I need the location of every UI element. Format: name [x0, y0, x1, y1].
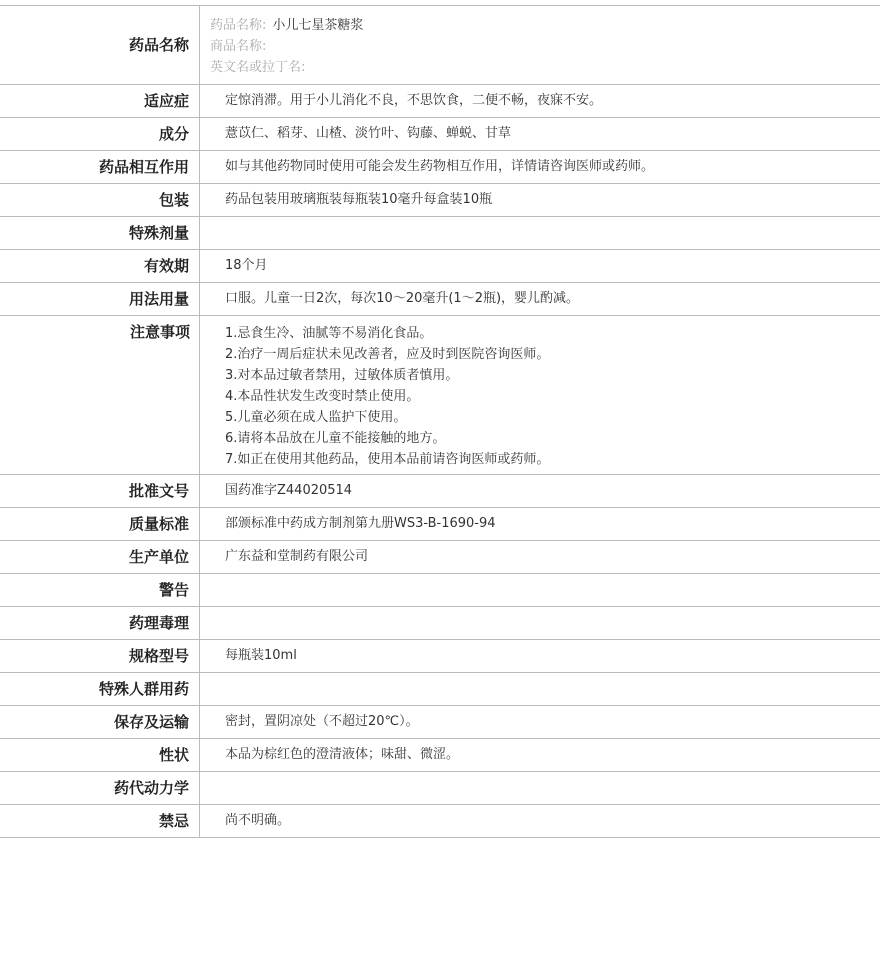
- generic-name-line: [210, 15, 880, 36]
- precautions-list: [200, 316, 880, 474]
- row-value: [200, 574, 880, 606]
- row-label-cell: [0, 316, 200, 474]
- row-value: [200, 607, 880, 639]
- row-label: 特殊剂量: [0, 217, 200, 249]
- row-label: 有效期: [0, 250, 200, 282]
- row-precautions: [0, 316, 880, 475]
- row-value: 口服。儿童一日2次，每次10～20毫升(1～2瓶)，婴儿酌减。: [225, 291, 580, 306]
- row-approval-number: [0, 475, 880, 508]
- row-packaging: [0, 184, 880, 217]
- row-value: 药品包装用玻璃瓶装每瓶装10毫升每盒装10瓶: [225, 192, 493, 207]
- list-item: 6.请将本品放在儿童不能接触的地方。: [225, 431, 446, 446]
- row-value: 18个月: [225, 258, 268, 273]
- row-value: 部颁标准中药成方制剂第九册WS3-B-1690-94: [225, 516, 496, 531]
- row-storage: [0, 706, 880, 739]
- row-label: 药代动力学: [0, 772, 200, 804]
- row-label: 包装: [0, 184, 200, 216]
- row-value: 国药准字Z44020514: [225, 483, 353, 498]
- row-special-populations: [0, 673, 880, 706]
- row-value: 每瓶装10ml: [225, 648, 297, 663]
- row-value: 定惊消滞。用于小儿消化不良，不思饮食，二便不畅，夜寐不安。: [225, 93, 603, 108]
- row-specification: [0, 640, 880, 673]
- list-item: 4.本品性状发生改变时禁止使用。: [225, 389, 420, 404]
- list-item: 1.忌食生冷、油腻等不易消化食品。: [225, 326, 433, 341]
- row-label: 质量标准: [0, 508, 200, 540]
- row-value: 尚不明确。: [225, 813, 291, 828]
- row-value: 广东益和堂制药有限公司: [225, 549, 369, 564]
- row-value: [200, 673, 880, 705]
- row-pharmacology: [0, 607, 880, 640]
- row-pharmacokinetics: [0, 772, 880, 805]
- row-quality-standard: [0, 508, 880, 541]
- english-name-line: [210, 57, 880, 78]
- list-item: 7.如正在使用其他药品，使用本品前请咨询医师或药师。: [225, 452, 550, 467]
- row-label: 药品名称: [0, 6, 200, 84]
- row-label: 成分: [0, 118, 200, 150]
- row-value: 密封，置阴凉处（不超过20℃）。: [225, 714, 419, 729]
- list-item: 2.治疗一周后症状未见改善者，应及时到医院咨询医师。: [225, 347, 550, 362]
- english-name-key: 英文名或拉丁名:: [210, 60, 306, 75]
- row-indications: [0, 85, 880, 118]
- drug-info-table: [0, 5, 880, 838]
- list-item: 3.对本品过敏者禁用，过敏体质者慎用。: [225, 368, 459, 383]
- row-value: [200, 772, 880, 804]
- row-shelf-life: [0, 250, 880, 283]
- row-label: 适应症: [0, 85, 200, 117]
- row-value: 薏苡仁、稻芽、山楂、淡竹叶、钩藤、蝉蜕、甘草: [225, 126, 512, 141]
- row-manufacturer: [0, 541, 880, 574]
- row-value: 本品为棕红色的澄清液体；味甜、微涩。: [225, 747, 460, 762]
- row-label: 性状: [0, 739, 200, 771]
- row-value: 如与其他药物同时使用可能会发生药物相互作用，详情请咨询医师或药师。: [225, 159, 655, 174]
- row-value: [200, 217, 880, 249]
- row-label: 注意事项: [129, 323, 190, 341]
- trade-name-key: 商品名称:: [210, 39, 267, 54]
- row-special-dosage: [0, 217, 880, 250]
- row-label: 保存及运输: [0, 706, 200, 738]
- row-label: 特殊人群用药: [0, 673, 200, 705]
- row-drug-name: [0, 6, 880, 85]
- row-label: 用法用量: [0, 283, 200, 315]
- generic-name-key: 药品名称:: [210, 18, 267, 33]
- row-label: 生产单位: [0, 541, 200, 573]
- row-ingredients: [0, 118, 880, 151]
- trade-name-line: [210, 36, 880, 57]
- row-description: [0, 739, 880, 772]
- row-label: 规格型号: [0, 640, 200, 672]
- row-label: 批准文号: [0, 475, 200, 507]
- row-label: 药理毒理: [0, 607, 200, 639]
- generic-name-value: 小儿七星茶糖浆: [272, 18, 364, 33]
- row-interactions: [0, 151, 880, 184]
- row-warning: [0, 574, 880, 607]
- row-label: 药品相互作用: [0, 151, 200, 183]
- row-contraindications: [0, 805, 880, 838]
- row-dosage: [0, 283, 880, 316]
- row-label: 警告: [0, 574, 200, 606]
- list-item: 5.儿童必须在成人监护下使用。: [225, 410, 407, 425]
- drug-name-values: [200, 6, 880, 84]
- row-label: 禁忌: [0, 805, 200, 837]
